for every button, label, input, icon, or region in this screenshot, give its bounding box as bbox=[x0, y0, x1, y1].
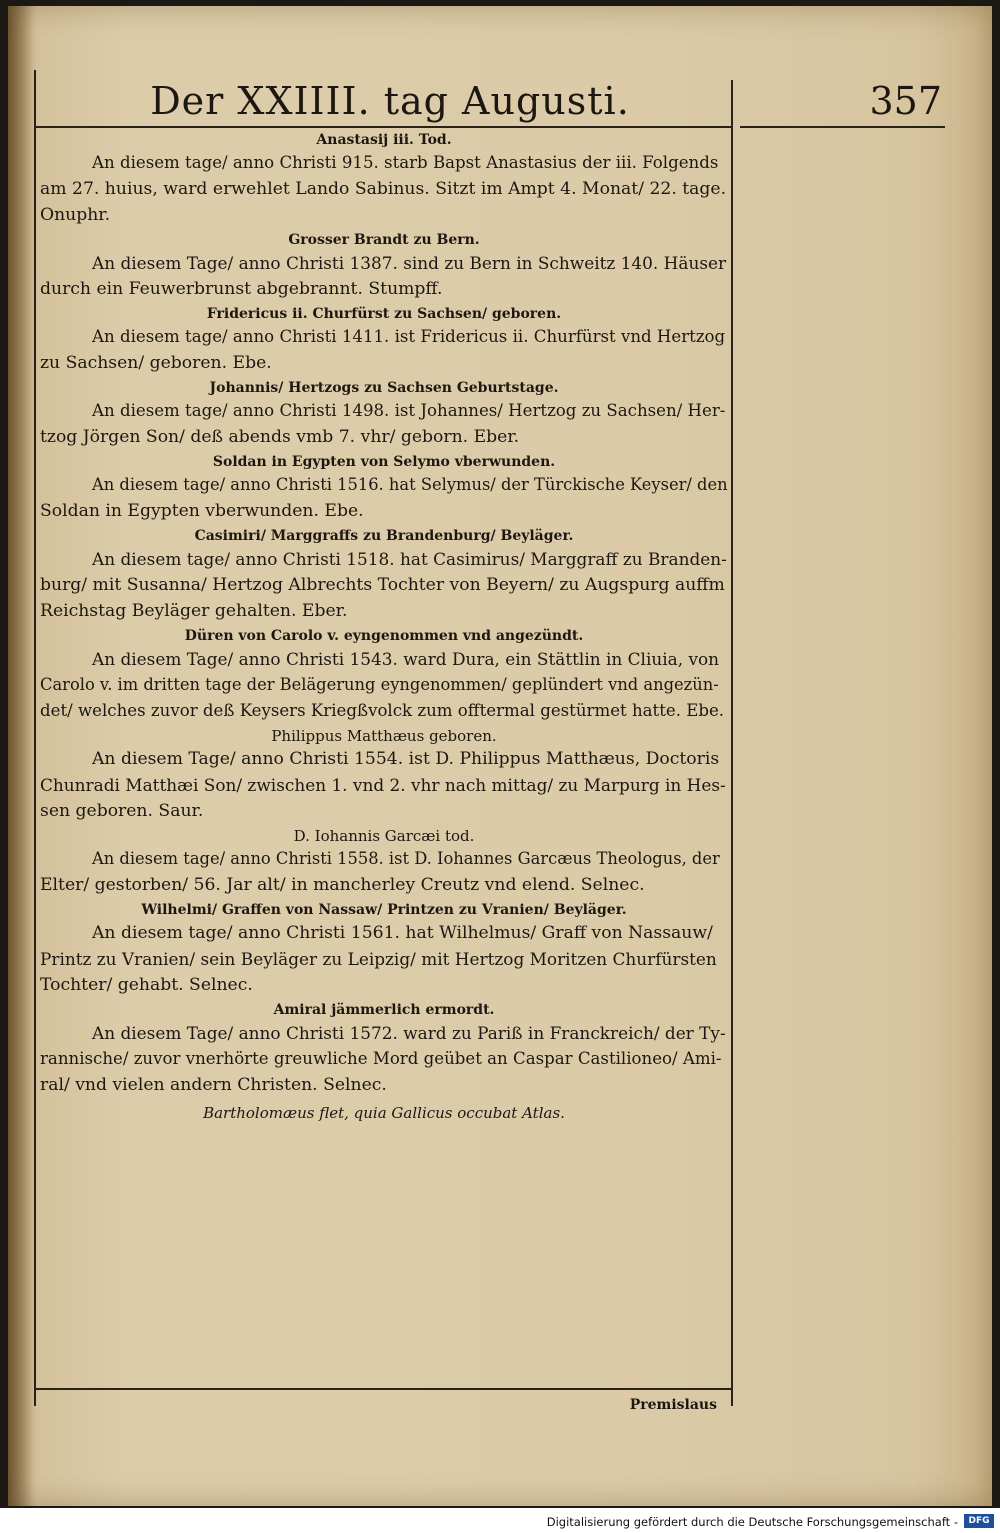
entry-line: An diesem tage/ anno Christi 1558. ist D. Iohannes Garcæus Theologus, der bbox=[92, 849, 720, 868]
entry-line: An diesem Tage/ anno Christi 1387. sind zu Bern in Schweitz 140. Häuser bbox=[92, 253, 727, 273]
dfg-logo-icon: DFG bbox=[964, 1514, 994, 1528]
closing-verse: Bartholomæus flet, quia Gallicus occubat Atlas. bbox=[203, 1104, 565, 1122]
entry-line: An diesem tage/ anno Christi 1518. hat Casimirus/ Marggraff zu Branden- bbox=[92, 549, 727, 569]
entry-line: Chunradi Matthæi Son/ zwischen 1. vnd 2. vhr nach mittag/ zu Marpurg in Hes- bbox=[40, 775, 726, 795]
entry-line: An diesem tage/ anno Christi 1516. hat Selymus/ der Türckische Keyser/ den bbox=[92, 475, 728, 494]
margin-header-rule bbox=[740, 126, 945, 128]
column-divider-rule bbox=[731, 80, 733, 1406]
entry-paragraph bbox=[40, 150, 728, 228]
entry-line: am 27. huius, ward erwehlet Lando Sabinus. Sitzt im Ampt 4. Monat/ 22. tage. bbox=[40, 179, 727, 199]
entry-heading: Johannis/ Hertzogs zu Sachsen Geburtstage. bbox=[209, 380, 559, 396]
entry-line: ral/ vnd vielen andern Christen. Selnec. bbox=[40, 1075, 387, 1095]
entry-line: An diesem tage/ anno Christi 915. starb Bapst Anastasius der iii. Folgends bbox=[92, 153, 719, 172]
entry-heading: Fridericus ii. Churfürst zu Sachsen/ geboren. bbox=[206, 306, 562, 322]
entry-heading: Anastasij iii. Tod. bbox=[316, 132, 452, 148]
entry-line: tzog Jörgen Son/ deß abends vmb 7. vhr/ geborn. Eber. bbox=[40, 427, 520, 447]
entry-heading: Grosser Brandt zu Bern. bbox=[288, 232, 480, 248]
entry-paragraph bbox=[40, 546, 728, 624]
entry-paragraph bbox=[40, 398, 728, 450]
entry-line: An diesem tage/ anno Christi 1411. ist Fridericus ii. Churfürst vnd Hertzog bbox=[92, 327, 726, 346]
entry-line: An diesem tage/ anno Christi 1561. hat Wilhelmus/ Graff von Nassauw/ bbox=[92, 923, 713, 943]
entry-line: Elter/ gestorben/ 56. Jar alt/ in mancherley Creutz vnd elend. Selnec. bbox=[40, 875, 645, 895]
catchword: Premislaus bbox=[629, 1397, 717, 1413]
entry-paragraph bbox=[40, 1020, 728, 1098]
entry-line: sen geboren. Saur. bbox=[40, 801, 204, 821]
entry-paragraph bbox=[40, 646, 728, 724]
entry-line: An diesem Tage/ anno Christi 1572. ward zu Pariß in Franckreich/ der Ty- bbox=[92, 1023, 726, 1043]
bottom-rule bbox=[34, 1388, 732, 1390]
entry-paragraph bbox=[40, 324, 728, 376]
entry-heading: Amiral jämmerlich ermordt. bbox=[273, 1002, 495, 1018]
entry-paragraph bbox=[40, 746, 728, 824]
spine-shadow bbox=[8, 6, 34, 1506]
entry-heading: Soldan in Egypten von Selymo vberwunden. bbox=[212, 454, 556, 470]
entry-heading: Casimiri/ Marggraffs zu Brandenburg/ Beyläger. bbox=[194, 528, 574, 544]
entry-line: det/ welches zuvor deß Keysers Kriegßvolck zum offtermal gestürmet hatte. Ebe. bbox=[40, 701, 725, 720]
entry-line: An diesem Tage/ anno Christi 1554. ist D. Philippus Matthæus, Doctoris bbox=[92, 749, 720, 769]
entry-line: zu Sachsen/ geboren. Ebe. bbox=[40, 353, 272, 373]
entry-line: Printz zu Vranien/ sein Beyläger zu Leipzig/ mit Hertzog Moritzen Churfürsten bbox=[40, 949, 717, 969]
main-text-column bbox=[40, 131, 728, 1125]
entry-line: rannische/ zuvor vnerhörte greuwliche Mord geübet an Caspar Castilioneo/ Ami- bbox=[40, 1049, 722, 1068]
entry-line: burg/ mit Susanna/ Hertzog Albrechts Tochter von Beyern/ zu Augspurg auffm bbox=[40, 575, 725, 595]
entry-line: An diesem Tage/ anno Christi 1543. ward Dura, ein Stättlin in Cliuia, von bbox=[92, 649, 720, 669]
header-rule bbox=[34, 126, 732, 128]
entry-paragraph bbox=[40, 250, 728, 302]
entry-paragraph bbox=[40, 472, 728, 524]
entry-line: durch ein Feuwerbrunst abgebrannt. Stumpff. bbox=[40, 279, 443, 299]
entry-paragraph bbox=[40, 920, 728, 998]
entry-heading: Düren von Carolo v. eyngenommen vnd angezündt. bbox=[184, 628, 584, 644]
entry-heading: Wilhelmi/ Graffen von Nassaw/ Printzen zu Vranien/ Beyläger. bbox=[141, 902, 627, 918]
left-border-rule bbox=[34, 70, 36, 1406]
entry-heading: Philippus Matthæus geboren. bbox=[271, 727, 497, 745]
entry-line: Soldan in Egypten vberwunden. Ebe. bbox=[40, 501, 364, 521]
page-title: Der XXIIII. tag Augusti. bbox=[150, 79, 630, 123]
entry-paragraph bbox=[40, 846, 728, 898]
entry-line: An diesem tage/ anno Christi 1498. ist Johannes/ Hertzog zu Sachsen/ Her- bbox=[92, 401, 726, 420]
entry-line: Tochter/ gehabt. Selnec. bbox=[40, 975, 253, 995]
entry-line: Carolo v. im dritten tage der Belägerung eyngenommen/ geplündert vnd angezün- bbox=[40, 675, 719, 694]
entry-line: Onuphr. bbox=[40, 205, 111, 225]
page-number: 357 bbox=[869, 79, 942, 123]
entry-heading: D. Iohannis Garcæi tod. bbox=[293, 827, 475, 845]
entry-line: Reichstag Beyläger gehalten. Eber. bbox=[40, 601, 348, 621]
digitization-credit: Digitalisierung gefördert durch die Deutsche Forschungsgemeinschaft - bbox=[546, 1515, 958, 1529]
